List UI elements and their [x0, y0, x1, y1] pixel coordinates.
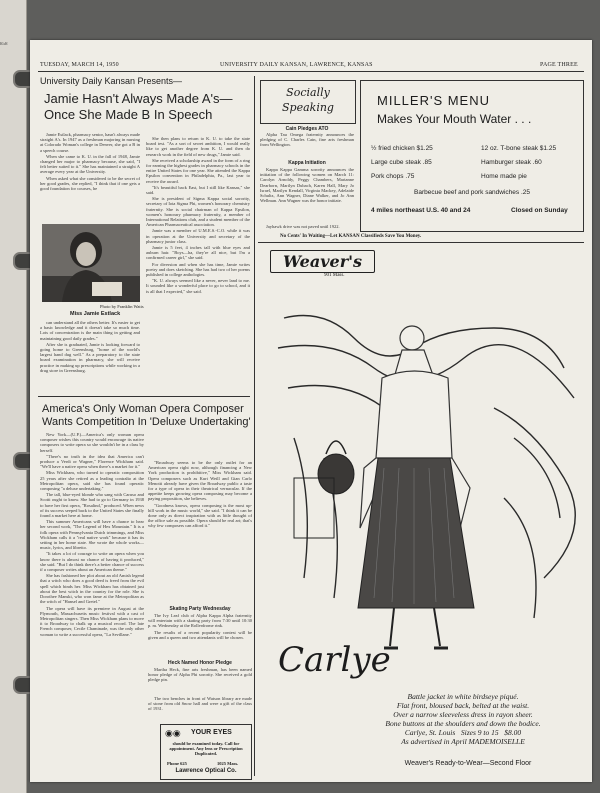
story1-headline-line1: Jamie Hasn't Always Made A's—: [44, 91, 233, 106]
classified-promo: No Cents' In Waiting—Let KANSAN Classifieds Save You Money.: [280, 234, 422, 239]
ad-department: Weaver's Ready-to-Wear—Second Floor: [404, 760, 532, 767]
store-logo: Weaver's: [270, 250, 375, 273]
menu-item-price: .85: [422, 159, 432, 166]
paragraph: "Broadway seems to be the only outlet for an American opera right now, although financing a New York production is prohibitive," Miss Wickham said. Opera composers such as Kurt Weill and Gian Carlo Menotti already have given the Broadway public a taste for a type of opera in their theatrical vernacular. If the appetite keeps growing opera composing may become a paying proposition, she believes.: [148, 460, 252, 502]
menu-item-price: .60: [532, 159, 542, 166]
eyes-ad-address: 1025 Mass.: [217, 761, 239, 766]
paragraph: When she came to K. U. in the fall of 1948, Jamie changed her major to pharmacy because, she said, "I felt better suited to it." She has maintained a straight A average every year at the University.: [40, 153, 140, 175]
ad-copy: [358, 692, 568, 746]
photo-credit: Photo by Franklin Watts: [100, 304, 144, 309]
weavers-ad: [258, 244, 584, 780]
socially-title-line2: Speaking: [282, 101, 334, 114]
menu-special: Barbecue beef and pork sandwiches .25: [414, 189, 530, 196]
ad-price: $8.00: [504, 728, 522, 737]
eyes-ad-phone: Phone 625: [167, 761, 187, 766]
ad-maker: Carlye, St. Louis: [404, 728, 456, 737]
menu-item: [371, 145, 433, 152]
story1-column1-continued: [40, 320, 140, 392]
ad-sizes: Sizes 9 to 15: [460, 728, 499, 737]
menu-item-name: ½ fried chicken: [371, 145, 415, 152]
ad-copy-line: Flat front, bloused back, belted at the waist.: [396, 701, 530, 710]
portrait-figure-icon: [42, 224, 140, 302]
header-paper-name: UNIVERSITY DAILY KANSAN, LAWRENCE, KANSAS: [220, 62, 373, 68]
socially-head2: Kappa Initiation: [288, 160, 326, 166]
paragraph: She is president of Sigma Kappa social sorority, secretary of Iota Sigma Phi, women's honorary chemistry fraternity. She is social chairman of Kappa Epsilon, women's honorary pharmacy fraternity, a member of International Relations club, and a student member of the American Pharmaceutical association.: [146, 196, 250, 228]
menu-item: [371, 159, 432, 166]
paragraph: Miss Wickham, who turned to operatic composition 25 years after she retired as a leading contralto at the Metropolitan opera, said she has found operatic composing "a deluxe undertaking.": [40, 470, 144, 492]
paragraph: "It's beautiful back East, but I still like Kansas," she said.: [146, 184, 250, 196]
menu-item: [481, 145, 556, 152]
socially-head1: Cain Pledges ATO: [285, 126, 329, 132]
header-page-number: PAGE THREE: [540, 62, 578, 68]
story2-column1: [40, 432, 144, 776]
paragraph: The two benches in front of Watson library are made of stone from old Snow hall and were a gift of the class of 1931.: [148, 696, 252, 712]
eye-icon: ◉◉: [165, 728, 181, 738]
story2-column2: [148, 460, 252, 602]
paragraph: New York—(U.P.)—America's only woman opera composer wishes this country would encourage its native composers to write opera so she wouldn't be in a class by herself.: [40, 432, 144, 453]
menu-subtitle: Makes Your Mouth Water . . .: [377, 112, 532, 126]
socially-speaking-banner: [260, 80, 356, 124]
eyes-ad-title: YOUR EYES: [191, 729, 232, 736]
section-rule: [258, 242, 584, 243]
paragraph: After she is graduated, Jamie is looking forward to going home to Greensburg, "home of the world's largest hand dug well." As a preparatory to the state board examination in pharmacy, she will receive practice in making up prescriptions while working in a drug store in Greensburg.: [40, 341, 140, 373]
paragraph: The tall, blue-eyed blonde who sang with Caruso and Scotti ought to know. She had to go to Germany in 1938 to have her first opera, "Rosalind," produced. When news of its success seeped back to the United States she finally found a market here at home.: [40, 492, 144, 519]
paragraph: Alpha Tau Omega fraternity announces the pledging of C. Charles Cain, fine arts freshman from Wellington.: [260, 132, 354, 148]
paragraph: Jamie Estlack, pharmacy senior, hasn't always made straight A's. In 1947 as a freshman majoring in nursing at Colorado Woman's college in Denver, she got a B in a speech course.: [40, 132, 140, 153]
portrait-photo: [42, 224, 140, 302]
paragraph: Jamie was a member of U.M.E.S.-C.O. while it was in operation at the University and secretary of the pharmacy junior class.: [146, 228, 250, 244]
menu-item: [371, 173, 414, 180]
paragraph: "It takes a lot of courage to write an opera when you know there is almost no chance of having it produced," she said. "But I do think there's a better chance of success if a composer writes about an American theme.": [40, 551, 144, 573]
menu-item: [481, 159, 542, 166]
ad-copy-line: [358, 728, 568, 737]
paragraph: can understand all the others better. It's easier to get a basic knowledge and it doesn't take so much time. Lots of concentration is the main thing in getting and maintaining good daily grades.": [40, 320, 140, 341]
paragraph: She received a scholarship award in the form of a ring for earning the highest grades in pharmacy schools in the entire United States for one year. She attended the Kappa Epsilon convention in Philadelphia, Pa., last year to receive the award.: [146, 157, 250, 184]
story2-headline-line2: Wants Competition In 'Deluxe Undertaking': [42, 416, 251, 428]
ad-copy-line: As advertised in April MADEMOISELLE: [401, 737, 525, 746]
ad-copy-line: Over a narrow sleeveless dress in rayon sheer.: [393, 710, 533, 719]
story1-column2: [146, 136, 250, 392]
paragraph: She has fashioned her plot about an old Amish legend that a witch who does a good deed is freed from the evil spell which binds her. Miss Wickham has obtained just about the best witch in the country for the role. She is Dorothee Manski, who won fame at the Metropolitan as the witch of "Hansel and Gretel.": [40, 573, 144, 605]
newspaper-page: [30, 40, 592, 782]
paragraph: "Goodness knows, opera composing is the most up-hill work in the music world," she said. "I think it can be done only as direct inspiration with as little thought of the office sale as possible. Opera should be real art; that's why few composers can afford it.": [148, 502, 252, 529]
paragraph: This summer Americans will have a chance to hear her second work, "The Legend of Hex Mountain." It is a folk opera with Pennsylvania Dutch trimmings, and Miss Wickham calls it a "real native work" because it has its setting in her home state. She wrote the whole works—music, lyrics, and libretto.: [40, 519, 144, 551]
paragraph: Kappa Kappa Gamma sorority announces the initiation of the following women on March 11: Carolyn Arnoldy, Peggy Chambers, Marianne Dearborn, Marilyn Dubach, Karen Hall, Mary Jo Israel, Marilyn Kendall, Virginia Mackey, Adelaide Schultz, Ann Wagner, Diane Walker, and Jo Ann Wellman. Ann Wagner was the honor initiate.: [260, 167, 354, 204]
menu-item-name: 12 oz. T-bone steak: [481, 145, 538, 152]
store-address: 901 Mass.: [324, 273, 345, 278]
brand-signature: Carlye: [278, 640, 391, 680]
photo-caption: Miss Jamie Estlack: [70, 311, 121, 317]
socially-title-line1: Socially: [286, 86, 330, 99]
paragraph: The results of a recent popularity contest will be given and a queen and two attendants will be chosen.: [148, 629, 252, 640]
eyes-ad-company: Lawrence Optical Co.: [175, 768, 237, 774]
menu-item-price: $1.25: [416, 145, 433, 152]
eyes-ad-text: should be examined today. Call for appointment. Any lens or Prescription Duplicated.: [169, 741, 243, 757]
presents-kicker: University Daily Kansan Presents—: [40, 76, 183, 86]
skating-story: [148, 613, 252, 657]
paragraph: For diversion and when she has time, Jamie writes poetry and does sketching. She has had two of her poems published in college anthologies.: [146, 261, 250, 278]
millers-menu-ad: [360, 80, 584, 232]
paragraph: She then plans to return to K. U. to take the state board test. "As a sort of secret ambition, I would really like to get another degree from K. U. and then do research work in the field of new drugs," Jamie said.: [146, 136, 250, 157]
menu-title: MILLER'S MENU: [377, 93, 491, 108]
column-rule: [254, 76, 255, 776]
heck-story: [148, 667, 252, 693]
menu-location: 4 miles northeast U.S. 40 and 24: [371, 207, 471, 214]
binder-page-number: 858: [0, 42, 8, 47]
socially-text2: [260, 167, 354, 221]
story1-column1: [40, 132, 140, 222]
paragraph: "There's no truth in the idea that America can't produce a Verdi or Wagner," Florence Wickham said. "We'll have a native opera when there's a market for it.": [40, 453, 144, 470]
paragraph: When asked what she considered to be the secret of her good grades, she replied, "I think that if one gets a good foundation for courses, he: [40, 175, 140, 192]
fashion-illustration-icon: [264, 278, 582, 658]
header-date: TUESDAY, MARCH 14, 1950: [40, 62, 119, 68]
paragraph: The Ivy Leaf club of Alpha Kappa Alpha fraternity will entertain with a skating party from 7:30 until 10:30 p. m. Wednesday at the Rollerdrome rink.: [148, 613, 252, 629]
eyes-ad: [160, 724, 252, 780]
paragraph: Jamie is 5 feet, 4 inches tall with blue eyes and auburn hair. "Boys—ha, they're all nice, but I'm a confirmed career girl," she said.: [146, 245, 250, 261]
binder-strip: [0, 0, 27, 793]
paragraph: The opera will have its premiere in August at the Plymouth, Massachusetts music festival with a cast of Metropolitan singers. Then Miss Wickham plans to move it to Broadway to chalk up a musical record. The late French composer, Cecile Chaminade, was the only other woman to write a successful opera, "La Sevillane.": [40, 605, 144, 637]
menu-item-name: Large cube steak: [371, 159, 421, 166]
menu-closed: Closed on Sunday: [511, 207, 568, 214]
menu-item-price: $1.25: [539, 145, 557, 152]
menu-item: [481, 173, 527, 180]
skating-headline: Skating Party Wednesday: [169, 606, 231, 612]
ad-copy-line: Bone buttons at the shoulders and down the bodice.: [385, 719, 541, 728]
benches-story: [148, 696, 252, 718]
section-rule: [38, 396, 250, 397]
socially-text1: [260, 132, 354, 158]
paragraph: Jayhawk drive was not paved until 1922.: [266, 224, 340, 229]
paragraph: Martha Heck, fine arts freshman, has been named honor pledge of Alpha Phi sorority. She received a gold pledge pin.: [148, 667, 252, 683]
menu-item-name: Hamburger steak: [481, 159, 531, 166]
heck-headline: Heck Named Honor Pledge: [168, 660, 232, 666]
menu-item-name: Pork chops: [371, 173, 404, 180]
paragraph: "K. U. always seemed like a never, never land to me. It sounded like a wonderful place to go to school, and it is all that I expected," she said.: [146, 278, 250, 294]
ad-copy-line: Battle jacket in white birdseye piqué.: [407, 692, 519, 701]
menu-item-name: Home made pie: [481, 173, 527, 180]
story2-headline-line1: America's Only Woman Opera Composer: [42, 403, 244, 415]
story1-headline-line2: Once She Made B In Speech: [44, 107, 213, 122]
menu-item-price: .75: [405, 173, 415, 180]
header-rule: [38, 71, 584, 72]
